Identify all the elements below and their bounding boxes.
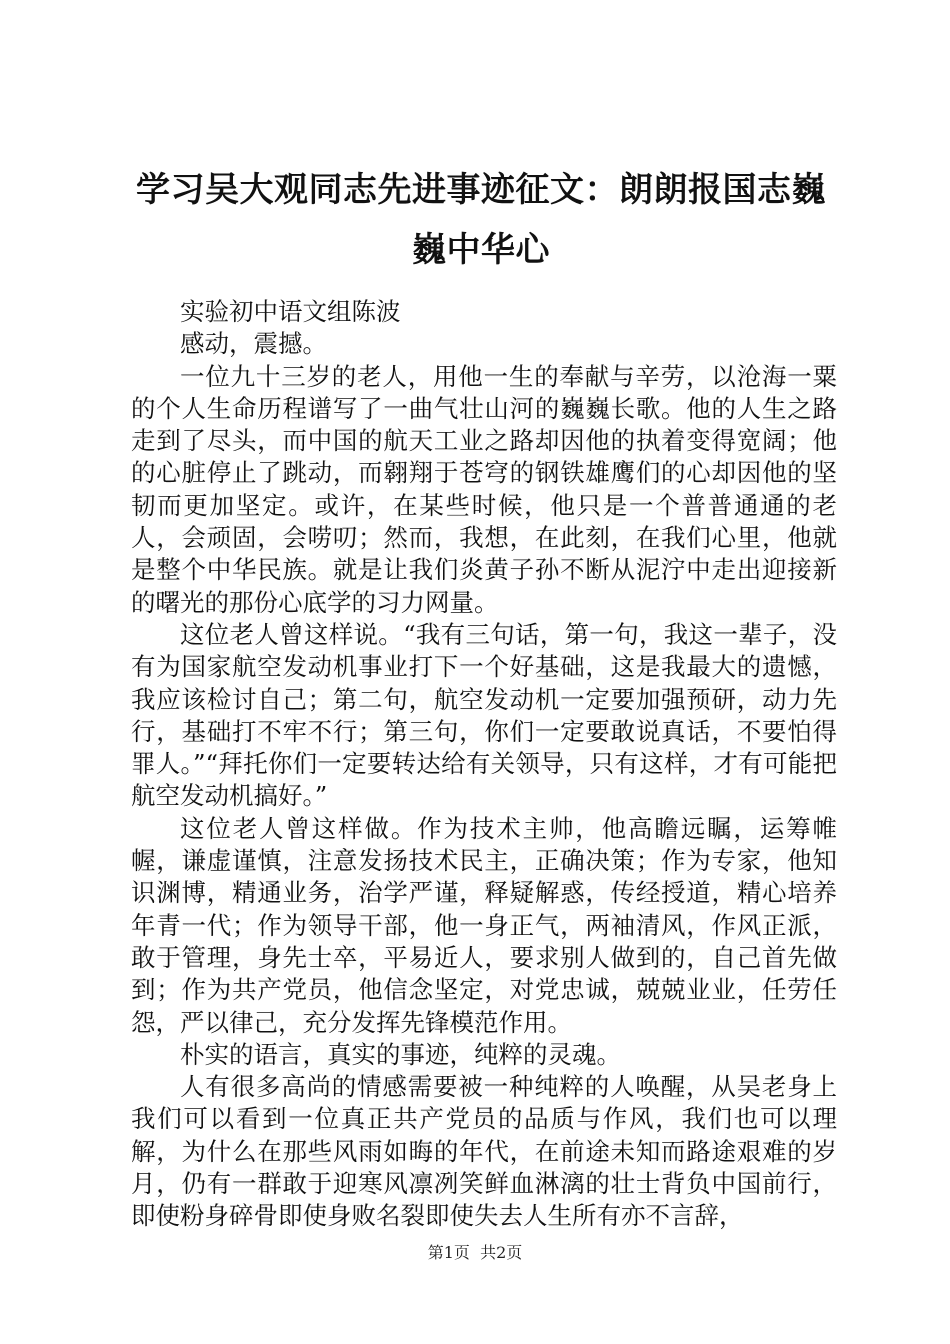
page-number: 第1页 共2页	[427, 1243, 523, 1262]
document-title: 学习吴大观同志先进事迹征文：朗朗报国志巍巍中华心	[136, 170, 826, 270]
page-footer	[0, 1243, 950, 1263]
author-line: 实验初中语文组陈波	[180, 297, 401, 326]
paragraph: 一位九十三岁的老人，用他一生的奉献与辛劳，以沧海一粟的个人生命历程谱写了一曲气壮山河的巍巍长歌。他的人生之路走到了尽头，而中国的航天工业之路却因他的执着变得宽阔；他的心脏停止了跳动，而翱翔于苍穹的钢铁雄鹰们的心却因他的坚韧而更加坚定。或许，在某些时候，他只是一个普普通通的老人，会顽固，会唠叨；然而，我想，在此刻，在我们心里，他就是整个中华民族。就是让我们炎黄子孙不断从泥泞中走出迎接新的曙光的那份心底学的习力网量。	[131, 361, 837, 617]
paragraph: 这位老人曾这样做。作为技术主帅，他高瞻远瞩，运筹帷幄，谦虚谨慎，注意发扬技术民主，正确决策；作为专家，他知识渊博，精通业务，治学严谨，释疑解惑，传经授道，精心培养年青一代；作为领导干部，他一身正气，两袖清风，作风正派，敢于管理，身先士卒，平易近人，要求别人做到的，自己首先做到；作为共产党员，他信念坚定，对党忠诚，兢兢业业，任劳任怨，严以律己，充分发挥先锋模范作用。	[131, 813, 837, 1037]
paragraph: 感动，震撼。	[180, 329, 327, 359]
paragraph: 人有很多高尚的情感需要被一种纯粹的人唤醒，从吴老身上我们可以看到一位真正共产党员的品质与作风，我们也可以理解，为什么在那些风雨如晦的年代，在前途未知而路途艰难的岁月，仍有一群敢于迎寒风凛冽笑鲜血淋漓的壮士背负中国前行，即使粉身碎骨即使身败名裂即使失去人生所有亦不言辞，	[131, 1072, 837, 1231]
paragraph: 朴实的语言，真实的事迹，纯粹的灵魂。	[180, 1039, 621, 1069]
paragraph: 这位老人曾这样说。“我有三句话，第一句，我这一辈子，没有为国家航空发动机事业打下一个好基础，这是我最大的遗憾，我应该检讨自己；第二句，航空发动机一定要加强预研，动力先行，基础打不牢不行；第三句，你们一定要敢说真话，不要怕得罪人。”“拜托你们一定要转达给有关领导，只有这样，才有可能把航空发动机搞好。”	[131, 619, 837, 811]
document-body	[131, 296, 837, 1233]
